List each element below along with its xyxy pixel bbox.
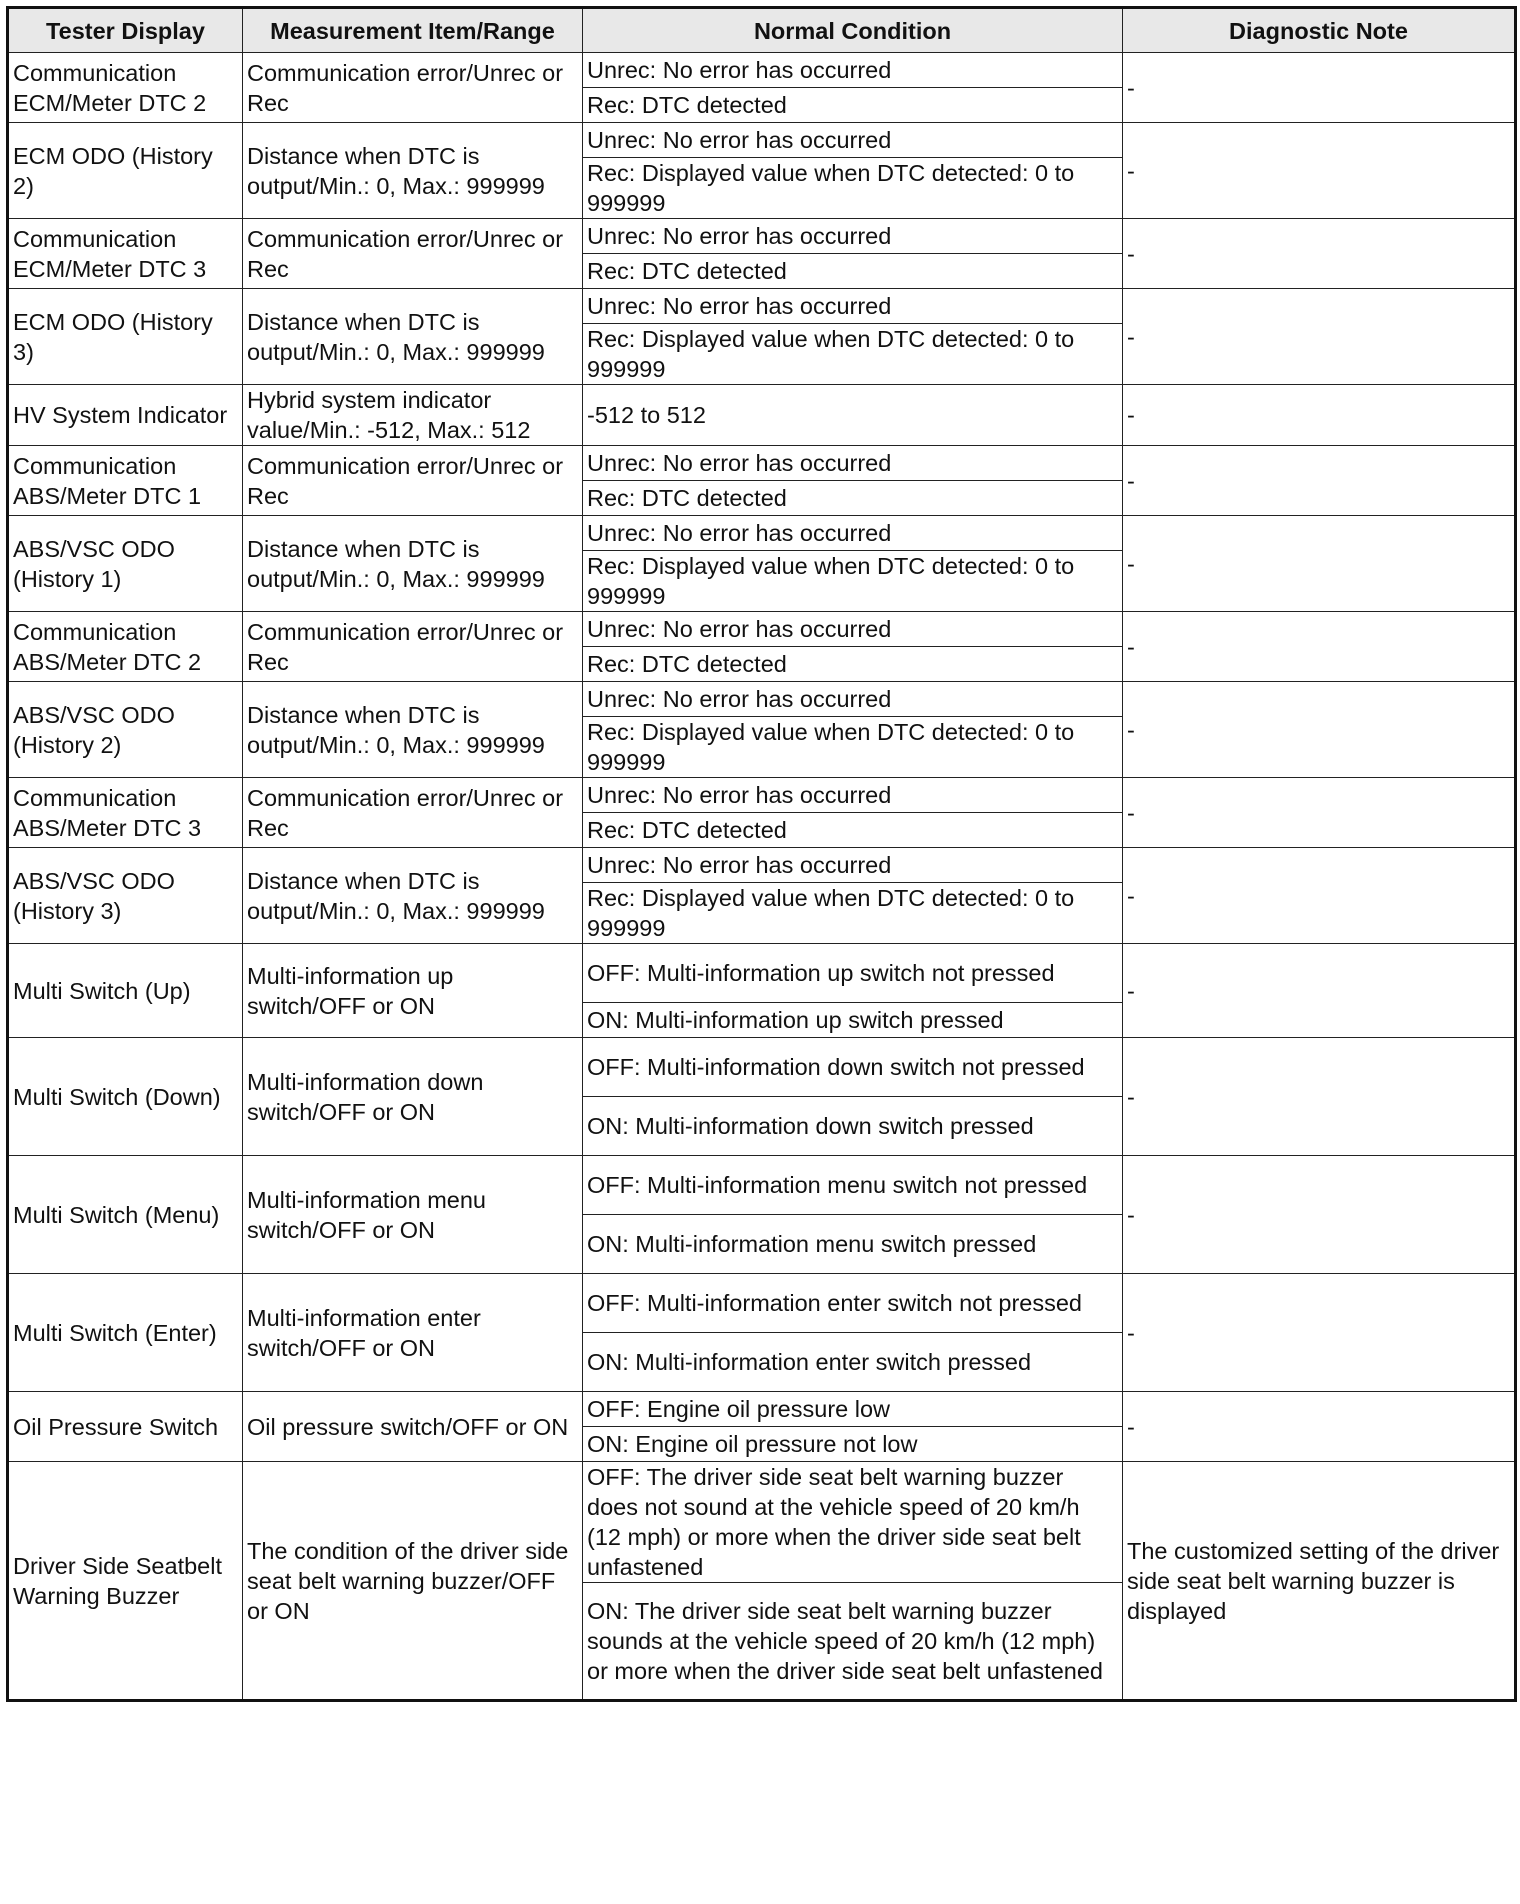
table-row	[8, 1392, 1516, 1427]
cell-tester-display: Multi Switch (Menu)	[8, 1156, 243, 1274]
header-measurement-item: Measurement Item/Range	[243, 8, 583, 53]
cell-normal-condition: Rec: Displayed value when DTC detected: 0 to 999999	[583, 883, 1123, 944]
table-row	[8, 1274, 1516, 1333]
cell-diagnostic-note: -	[1123, 1392, 1516, 1462]
cell-tester-display: HV System Indicator	[8, 385, 243, 446]
header-tester-display: Tester Display	[8, 8, 243, 53]
table-row	[8, 612, 1516, 647]
cell-normal-condition: Unrec: No error has occurred	[583, 848, 1123, 883]
table-header-row	[8, 8, 1516, 53]
cell-tester-display: Multi Switch (Enter)	[8, 1274, 243, 1392]
cell-diagnostic-note: The customized setting of the driver side seat belt warning buzzer is displayed	[1123, 1462, 1516, 1701]
cell-diagnostic-note: -	[1123, 1274, 1516, 1392]
table-row	[8, 1156, 1516, 1215]
table-row	[8, 219, 1516, 254]
table-row	[8, 123, 1516, 158]
cell-diagnostic-note: -	[1123, 1038, 1516, 1156]
cell-diagnostic-note: -	[1123, 944, 1516, 1038]
cell-normal-condition: Rec: DTC detected	[583, 481, 1123, 516]
cell-diagnostic-note: -	[1123, 682, 1516, 778]
cell-diagnostic-note: -	[1123, 848, 1516, 944]
cell-tester-display: ABS/VSC ODO (History 3)	[8, 848, 243, 944]
cell-normal-condition: Unrec: No error has occurred	[583, 778, 1123, 813]
table-row	[8, 289, 1516, 324]
cell-normal-condition: Unrec: No error has occurred	[583, 612, 1123, 647]
cell-normal-condition: OFF: Multi-information menu switch not pressed	[583, 1156, 1123, 1215]
cell-diagnostic-note: -	[1123, 53, 1516, 123]
table-row	[8, 944, 1516, 1003]
cell-normal-condition: Rec: Displayed value when DTC detected: 0 to 999999	[583, 324, 1123, 385]
cell-normal-condition: Rec: DTC detected	[583, 254, 1123, 289]
cell-measurement-item: Distance when DTC is output/Min.: 0, Max.: 999999	[243, 289, 583, 385]
cell-normal-condition: Unrec: No error has occurred	[583, 516, 1123, 551]
table-row	[8, 385, 1516, 446]
cell-measurement-item: Multi-information up switch/OFF or ON	[243, 944, 583, 1038]
cell-measurement-item: Oil pressure switch/OFF or ON	[243, 1392, 583, 1462]
cell-tester-display: Oil Pressure Switch	[8, 1392, 243, 1462]
cell-measurement-item: Multi-information enter switch/OFF or ON	[243, 1274, 583, 1392]
cell-diagnostic-note: -	[1123, 123, 1516, 219]
cell-measurement-item: Communication error/Unrec or Rec	[243, 53, 583, 123]
table-row	[8, 1462, 1516, 1583]
header-normal-condition: Normal Condition	[583, 8, 1123, 53]
cell-normal-condition: ON: Multi-information menu switch pressed	[583, 1215, 1123, 1274]
cell-measurement-item: Communication error/Unrec or Rec	[243, 446, 583, 516]
cell-normal-condition: OFF: The driver side seat belt warning buzzer does not sound at the vehicle speed of 20 km/h (12 mph) or more when the driver side seat belt unfastened	[583, 1462, 1123, 1583]
cell-measurement-item: Distance when DTC is output/Min.: 0, Max.: 999999	[243, 516, 583, 612]
cell-tester-display: Communication ABS/Meter DTC 3	[8, 778, 243, 848]
header-diagnostic-note: Diagnostic Note	[1123, 8, 1516, 53]
cell-normal-condition: Rec: DTC detected	[583, 813, 1123, 848]
cell-tester-display: ABS/VSC ODO (History 2)	[8, 682, 243, 778]
cell-normal-condition: ON: Multi-information up switch pressed	[583, 1003, 1123, 1038]
cell-normal-condition: OFF: Multi-information enter switch not pressed	[583, 1274, 1123, 1333]
cell-normal-condition: OFF: Multi-information up switch not pressed	[583, 944, 1123, 1003]
cell-diagnostic-note: -	[1123, 219, 1516, 289]
cell-normal-condition: Unrec: No error has occurred	[583, 53, 1123, 88]
cell-measurement-item: Distance when DTC is output/Min.: 0, Max.: 999999	[243, 682, 583, 778]
table-row	[8, 53, 1516, 88]
cell-tester-display: Communication ABS/Meter DTC 2	[8, 612, 243, 682]
table-row	[8, 516, 1516, 551]
cell-tester-display: Communication ABS/Meter DTC 1	[8, 446, 243, 516]
cell-normal-condition: OFF: Engine oil pressure low	[583, 1392, 1123, 1427]
cell-normal-condition: ON: Engine oil pressure not low	[583, 1427, 1123, 1462]
cell-measurement-item: Hybrid system indicator value/Min.: -512, Max.: 512	[243, 385, 583, 446]
cell-tester-display: Multi Switch (Up)	[8, 944, 243, 1038]
data-list-table	[6, 6, 1517, 1702]
cell-tester-display: Multi Switch (Down)	[8, 1038, 243, 1156]
table-row	[8, 1038, 1516, 1097]
cell-normal-condition: Unrec: No error has occurred	[583, 219, 1123, 254]
cell-normal-condition: Rec: DTC detected	[583, 647, 1123, 682]
cell-normal-condition: ON: The driver side seat belt warning buzzer sounds at the vehicle speed of 20 km/h (12 mph) or more when the driver side seat belt unfastened	[583, 1583, 1123, 1701]
cell-measurement-item: The condition of the driver side seat belt warning buzzer/OFF or ON	[243, 1462, 583, 1701]
cell-normal-condition: ON: Multi-information down switch pressed	[583, 1097, 1123, 1156]
cell-measurement-item: Distance when DTC is output/Min.: 0, Max.: 999999	[243, 123, 583, 219]
cell-measurement-item: Communication error/Unrec or Rec	[243, 778, 583, 848]
cell-measurement-item: Multi-information down switch/OFF or ON	[243, 1038, 583, 1156]
cell-normal-condition: Rec: DTC detected	[583, 88, 1123, 123]
table-row	[8, 682, 1516, 717]
table-row	[8, 446, 1516, 481]
cell-diagnostic-note: -	[1123, 516, 1516, 612]
cell-normal-condition: OFF: Multi-information down switch not pressed	[583, 1038, 1123, 1097]
cell-normal-condition: Unrec: No error has occurred	[583, 682, 1123, 717]
table-body	[8, 53, 1516, 1701]
cell-diagnostic-note: -	[1123, 289, 1516, 385]
cell-normal-condition: Unrec: No error has occurred	[583, 123, 1123, 158]
cell-tester-display: Communication ECM/Meter DTC 3	[8, 219, 243, 289]
cell-normal-condition: Unrec: No error has occurred	[583, 446, 1123, 481]
cell-measurement-item: Multi-information menu switch/OFF or ON	[243, 1156, 583, 1274]
cell-diagnostic-note: -	[1123, 612, 1516, 682]
cell-normal-condition: -512 to 512	[583, 385, 1123, 446]
cell-measurement-item: Distance when DTC is output/Min.: 0, Max.: 999999	[243, 848, 583, 944]
table-row	[8, 778, 1516, 813]
cell-measurement-item: Communication error/Unrec or Rec	[243, 612, 583, 682]
cell-normal-condition: Rec: Displayed value when DTC detected: 0 to 999999	[583, 158, 1123, 219]
cell-diagnostic-note: -	[1123, 778, 1516, 848]
cell-measurement-item: Communication error/Unrec or Rec	[243, 219, 583, 289]
cell-normal-condition: Rec: Displayed value when DTC detected: 0 to 999999	[583, 551, 1123, 612]
cell-diagnostic-note: -	[1123, 385, 1516, 446]
cell-normal-condition: Rec: Displayed value when DTC detected: 0 to 999999	[583, 717, 1123, 778]
cell-tester-display: ECM ODO (History 3)	[8, 289, 243, 385]
cell-diagnostic-note: -	[1123, 446, 1516, 516]
cell-tester-display: Driver Side Seatbelt Warning Buzzer	[8, 1462, 243, 1701]
cell-tester-display: Communication ECM/Meter DTC 2	[8, 53, 243, 123]
table-row	[8, 848, 1516, 883]
cell-tester-display: ECM ODO (History 2)	[8, 123, 243, 219]
cell-tester-display: ABS/VSC ODO (History 1)	[8, 516, 243, 612]
cell-diagnostic-note: -	[1123, 1156, 1516, 1274]
cell-normal-condition: Unrec: No error has occurred	[583, 289, 1123, 324]
cell-normal-condition: ON: Multi-information enter switch pressed	[583, 1333, 1123, 1392]
